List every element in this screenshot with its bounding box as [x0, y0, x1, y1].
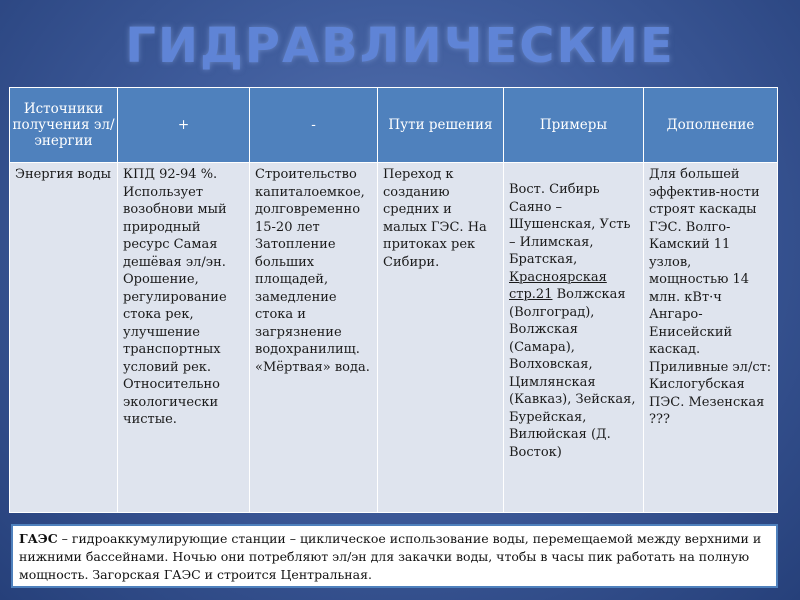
note-text: – гидроаккумулирующие станции – циклическое использование воды, перемещаемой между верхними и нижними бассейнами. Ночью они потребляют эл/эн для закачки воды, чтобы в часы пик работать на полную мощность. Загорская ГАЭС и строится Центральная. [19, 531, 762, 582]
cell-solutions: Переход к созданию средних и малых ГЭС. На притоках рек Сибири. [378, 163, 504, 513]
cell-source: Энергия воды [10, 163, 118, 513]
note-term: ГАЭС [19, 531, 58, 546]
header-plus: + [118, 88, 250, 163]
gaes-note [11, 524, 778, 588]
cell-examples [504, 163, 644, 513]
examples-text-start: Вост. Сибирь Саяно – Шушенская, Усть – Илимская, Братская, [509, 182, 631, 267]
header-source: Источники получения эл/энергии [10, 88, 118, 163]
cell-plus: КПД 92-94 %. Использует возобнови мый природный ресурс Самая дешёвая эл/эн. Орошение, регулирование стока рек, улучшение транспортных условий рек. Относительно экологически чистые. [118, 163, 250, 513]
table-row [10, 163, 778, 513]
header-addition: Дополнение [644, 88, 778, 163]
examples-link-krasnoyarsk: Красноярская стр.21 [509, 269, 607, 302]
examples-text-end: Волжская (Волгоград), Волжская (Самара), Волховская, Цимлянская (Кавказ), Зейская, Бурейская, Вилюйская (Д. Восток) [509, 287, 636, 460]
energy-table [9, 87, 778, 513]
header-minus: - [250, 88, 378, 163]
table-header-row [10, 88, 778, 163]
cell-minus: Строительство капиталоемкое, долговременно 15-20 лет Затопление больших площадей, замедление стока и загрязнение водохранилищ. «Мёртвая» вода. [250, 163, 378, 513]
slide-title: ГИДРАВЛИЧЕСКИЕ [125, 18, 675, 74]
header-examples: Примеры [504, 88, 644, 163]
cell-addition: Для большей эффектив-ности строят каскады ГЭС. Волго- Камский 11 узлов, мощностью 14 млн. кВт·ч Ангаро- Енисейский каскад. Приливные эл/ст: Кислогубская ПЭС. Мезенская ??? [644, 163, 778, 513]
header-solutions: Пути решения [378, 88, 504, 163]
